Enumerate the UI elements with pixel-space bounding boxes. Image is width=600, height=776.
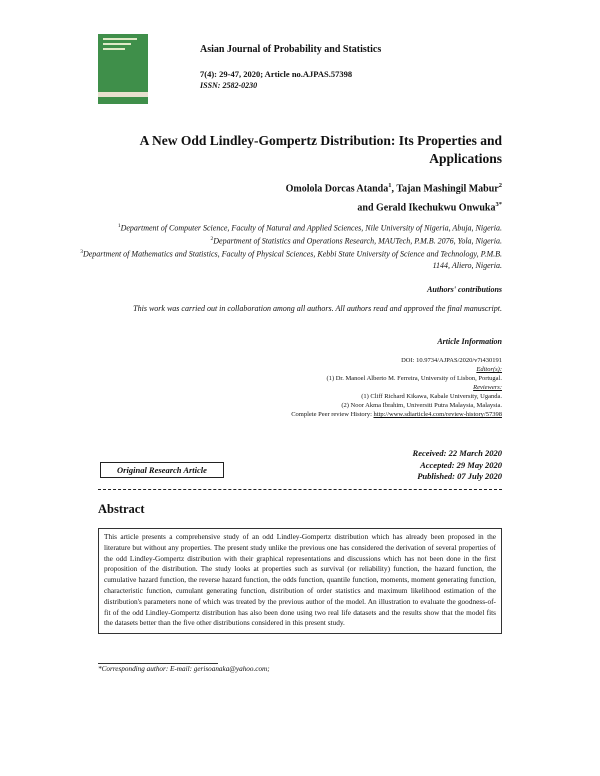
date-published: Published: 07 July 2020 [417,471,502,481]
editor-entry: (1) Dr. Manoel Alberto M. Ferreira, University of Lisbon, Portugal. [326,375,502,382]
editors-label: Editor(s): [476,366,502,373]
affiliation-item: $^2$Department of Statistics and Operations Research, MAUTech, P.M.B. 2076, Yola, Nigeria. [210,235,502,246]
footnote-divider [98,663,218,664]
author-name: Omolola Dorcas Atanda [285,183,389,195]
author-name: Gerald Ikechukwu Onwuka [376,202,496,214]
journal-volume-line: 7(4): 29-47, 2020; Article no.AJPAS.57398 [200,69,353,79]
review-history: Complete Peer review History: http://www.sdiarticle4.com/review-history/57398 [291,411,502,418]
article-info-heading: Article Information [437,337,502,346]
contributions-text: This work was carried out in collaboration among all authors. All authors read and approved the final manuscript. [133,304,502,313]
contributions-heading: Authors' contributions [427,285,502,294]
article-info-block [142,356,502,419]
reviewer-entry: (1) Cliff Richard Kikawa, Kabale University, Uganda. [361,393,502,400]
author-list: Omolola Dorcas Atanda$^1$, Tajan Mashingil Mabur$^2$ and Gerald Ikechukwu Onwuka$^{3*}$ [285,182,502,214]
date-accepted: Accepted: 29 May 2020 [420,459,502,470]
journal-cover-icon [98,34,148,104]
affiliation-item: $^1$Department of Computer Science, Faculty of Natural and Applied Sciences, Nile University of Nigeria, Abuja, Nigeria. [117,223,502,233]
author-name: Tajan Mashingil Mabur [396,183,499,195]
corresponding-author-footnote: *Corresponding author: E-mail: gerisoanaka@yahoo.com; [98,665,270,673]
article-type-badge: Original Research Article [100,462,224,478]
journal-name: Asian Journal of Probability and Statistics [200,44,382,55]
abstract-text: This article presents a comprehensive study of an odd Lindley-Gompertz distribution which has already been proposed in the literature but without any properties. The present study unlike the previous one has considered the derivation of several properties of the odd Lindley-Gompertz distribution with their graphical representations and discussions which has not been done in the first proposition of the distribution. The study looks at properties such as survival (or reliability) function, the hazard function, the cumulative hazard function, the reverse hazard function, the odds function, quantile function, moments, moment generating function, characteristic function, cumulant generating function, distribution of order statistics and maximum likelihood estimation of the distribution's parameters none of which was treated by the previous author of the model. An illustration to evaluate the goodness-of-fit of the odd Lindley-Gompertz distribution has also been done using two real life datasets and the results show that the model fits the datasets better than the five other distributions considered in this present study. [98,528,502,634]
review-history-link[interactable]: http://www.sdiarticle4.com/review-history/57398 [373,411,502,418]
reviewers-label: Reviewers: [473,384,502,391]
abstract-heading: Abstract [98,502,145,516]
date-received: Received: 22 March 2020 [412,448,502,458]
affiliations [62,221,502,271]
journal-issn: ISSN: 2582-0230 [200,81,258,90]
doi: DOI: 10.9734/AJPAS/2020/v7i430191 [401,357,502,364]
section-divider [98,489,502,490]
affiliation-item: $^3$Department of Mathematics and Statistics, Faculty of Physical Sciences, Kebbi State University of Science and Technology, P.M.B. 1144, Aliero, Nigeria. [80,248,502,270]
article-dates [413,448,502,483]
reviewer-entry: (2) Noor Akma Ibrahim, Universiti Putra Malaysia, Malaysia. [341,402,502,409]
article-title: A New Odd Lindley-Gompertz Distribution: Its Properties and Applications [139,133,502,166]
